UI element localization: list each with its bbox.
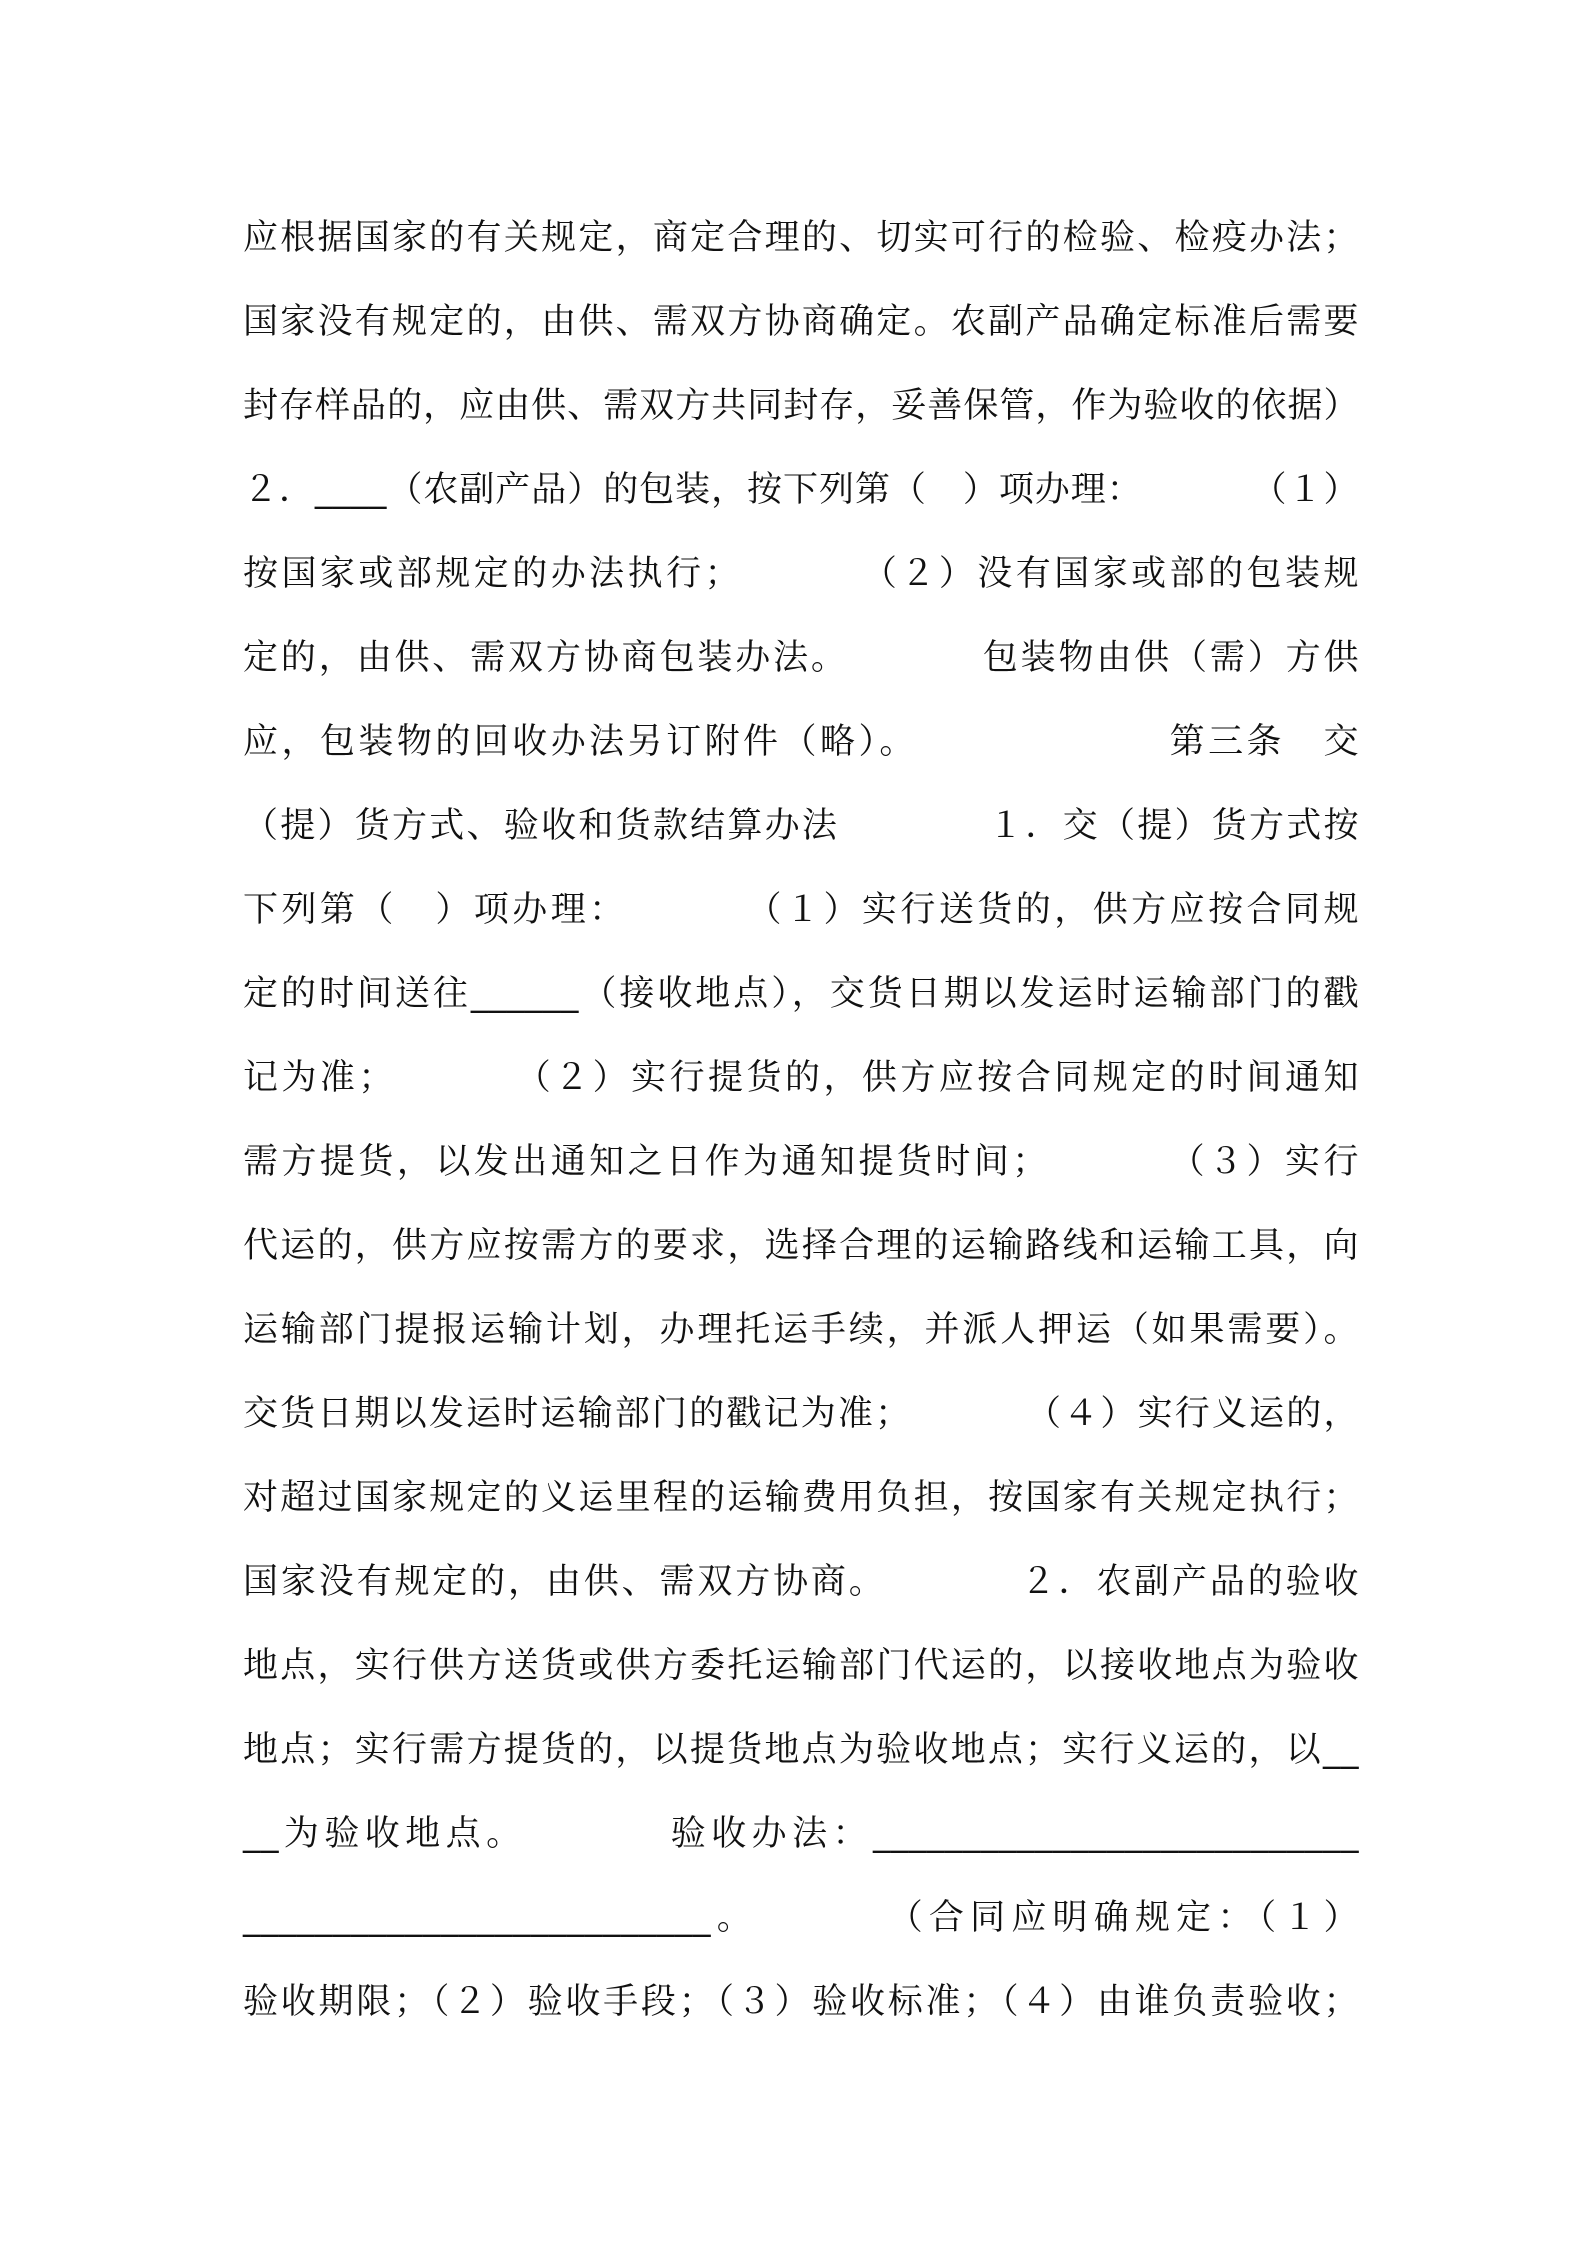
text-line: ２．____（农副产品）的包装，按下列第（ ）项办理： （１） xyxy=(243,470,1359,510)
text-line: __________________________。 （合同应明确规定：（１） xyxy=(243,1898,1359,1938)
text-line: 下列第（ ）项办理： （１）实行送货的，供方应按合同规 xyxy=(243,890,1359,930)
text-line: 定的时间送往______（接收地点），交货日期以发运时运输部门的戳 xyxy=(243,974,1359,1014)
text-line: 按国家或部规定的办法执行； （２）没有国家或部的包装规 xyxy=(243,554,1359,594)
text-line: 封存样品的，应由供、需双方共同封存，妥善保管，作为验收的依据） xyxy=(243,386,1359,426)
text-line: 应，包装物的回收办法另订附件（略）。 第三条 交 xyxy=(243,722,1359,762)
text-line: 需方提货，以发出通知之日作为通知提货时间； （３）实行 xyxy=(243,1142,1359,1182)
text-line: 国家没有规定的，由供、需双方协商确定。农副产品确定标准后需要 xyxy=(243,302,1359,342)
text-line: 国家没有规定的，由供、需双方协商。 ２．农副产品的验收 xyxy=(243,1562,1359,1602)
text-line: 代运的，供方应按需方的要求，选择合理的运输路线和运输工具，向 xyxy=(243,1226,1359,1266)
text-line: 记为准； （２）实行提货的，供方应按合同规定的时间通知 xyxy=(243,1058,1359,1098)
text-line: 地点；实行需方提货的，以提货地点为验收地点；实行义运的，以__ xyxy=(243,1730,1359,1770)
text-line: 对超过国家规定的义运里程的运输费用负担，按国家有关规定执行； xyxy=(243,1478,1359,1518)
text-line: 交货日期以发运时运输部门的戳记为准； （４）实行义运的， xyxy=(243,1394,1359,1434)
text-line: （提）货方式、验收和货款结算办法 １．交（提）货方式按 xyxy=(243,806,1359,846)
text-line: 运输部门提报运输计划，办理托运手续，并派人押运（如果需要）。 xyxy=(243,1310,1359,1350)
contract-text-block xyxy=(243,196,1359,2044)
text-line: 应根据国家的有关规定，商定合理的、切实可行的检验、检疫办法； xyxy=(243,218,1359,258)
text-line: 验收期限；（２）验收手段；（３）验收标准；（４）由谁负责验收； xyxy=(243,1982,1359,2022)
text-line: __为验收地点。 验收办法：___________________________ xyxy=(243,1814,1359,1854)
text-line: 地点，实行供方送货或供方委托运输部门代运的，以接收地点为验收 xyxy=(243,1646,1359,1686)
text-line: 定的，由供、需双方协商包装办法。 包装物由供（需）方供 xyxy=(243,638,1359,678)
